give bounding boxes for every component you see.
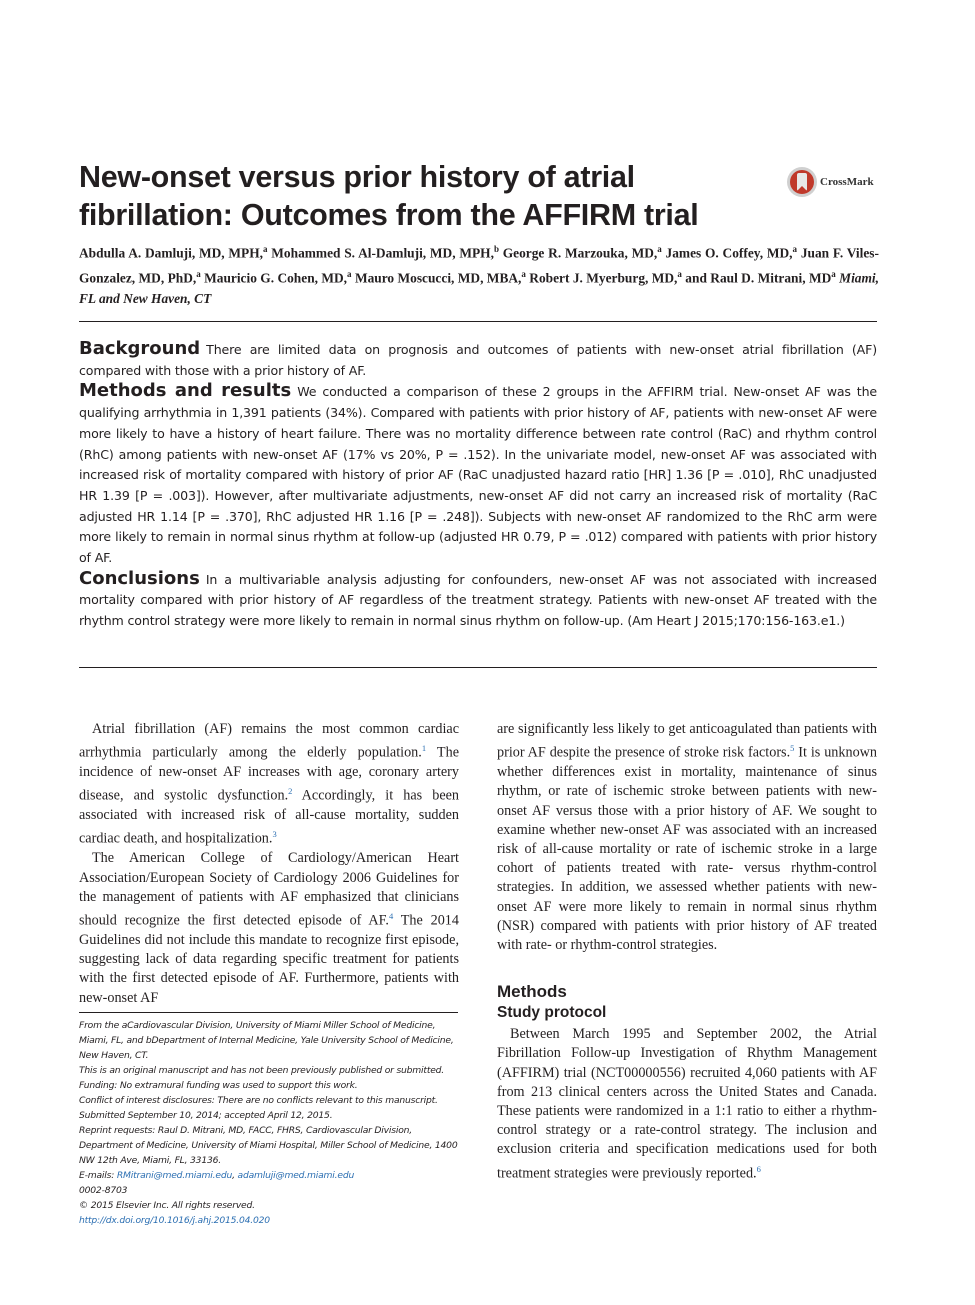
email-link[interactable]: RMitrani@med.miami.edu (116, 1170, 233, 1181)
footnote-reprint: Reprint requests: Raul D. Mitrani, MD, FACC, FHRS, Cardiovascular Division, Department of Medicine, University of Miami Hospital, Miller School of Medicine, 1400 NW 12th Ave, Miami, FL, 33136. (79, 1125, 458, 1166)
affiliation-mark: a (792, 244, 798, 254)
abstract-methods: Methods and results We conducted a comparison of these 2 groups in the AFFIRM trial. New-onset AF was the qualifying arrhythmia in 1,391 patients (34%). Compared with patients with prior history of AF, patients with new-onset AF were more likely to have a history of heart failure. There was no mortality difference between rate control (RaC) and rhythm control (RhC) among patients with new-onset AF (17% vs 20%, P = .152). In the univariate model, new-onset AF was associated with increased risk of mortality compared with history of prior AF (RaC unadjusted hazard ratio [HR] 1.36 [P = .010], RhC unadjusted HR 1.39 [P = .003]). However, after multivariate adjustments, new-onset AF did not carry an increased risk of mortality (RaC adjusted HR 1.14 [P = .370], RhC adjusted HR 1.16 [P = .248]). Subjects with new-onset AF randomized to the RhC arm were more likely to remain in normal sinus rhythm at follow-up (adjusted HR 0.79, P = .012) compared with patients with prior history of AF. (79, 380, 878, 566)
author: Mauro Moscucci, MD, MBA, (354, 270, 522, 286)
abstract-conclusions: Conclusions In a multivariable analysis adjusting for confounders, new-onset AF was not associated with increased mortality compared with prior history of AF regardless of the treatment strategy. Patients with new-onset AF treated with the rhythm control strategy were more likely to remain in normal sinus rhythm on follow-up. (Am Heart J 2015;170:156-163.e1.) (79, 567, 877, 629)
footnote-emails: E-mails: RMitrani@med.miami.edu, adamluji@med.miami.edu (79, 1170, 355, 1181)
doi-link[interactable]: http://dx.doi.org/10.1016/j.ahj.2015.04.020 (79, 1215, 270, 1226)
citation-link[interactable]: 1 (421, 743, 427, 754)
author-location: Miami, FL and New Haven, CT (79, 270, 879, 306)
footnote-affiliations: From the aCardiovascular Division, University of Miami Miller School of Medicine, Miami, FL, and bDepartment of Internal Medicine, Yale University School of Medicine, New Haven, CT. (79, 1020, 454, 1061)
crossmark-badge[interactable] (786, 166, 874, 198)
footnote-divider (79, 1012, 458, 1013)
article-title: New-onset versus prior history of atrial fibrillation: Outcomes from the AFFIRM trial (79, 160, 699, 232)
abstract-heading: Background (79, 338, 201, 359)
footnote-original: This is an original manuscript and has not been previously published or submitted. (79, 1065, 445, 1076)
affiliation-mark: a (196, 268, 201, 279)
footnote-copyright: © 2015 Elsevier Inc. All rights reserved. (79, 1200, 255, 1211)
citation-link[interactable]: 6 (756, 1163, 761, 1174)
divider (79, 321, 877, 322)
crossmark-icon (786, 166, 818, 198)
abstract (79, 339, 877, 632)
citation-link[interactable]: 2 (288, 786, 293, 797)
paragraph: Between March 1995 and September 2002, the Atrial Fibrillation Follow-up Investigation of Rhythm Management (AFFIRM) trial (NCT00000556) recruited 4,060 patients with AF from 213 clinical centers across the United States and Canada. These patients were randomized in a 1:1 ratio to either a rhythm-control strategy or a rate-control strategy. The inclusion and exclusion criteria and specification medications used for both treatment strategies were previously reported.$^6$ (497, 1026, 877, 1182)
abstract-heading: Conclusions (79, 567, 200, 589)
footnote-issn: 0002-8703 (79, 1185, 128, 1196)
citation-link[interactable]: 4 (388, 911, 394, 922)
author-list (79, 239, 879, 309)
footnote-submitted: Submitted September 10, 2014; accepted April 12, 2015. (79, 1110, 333, 1121)
body-column-left (79, 720, 459, 1008)
email-link[interactable]: adamluji@med.miami.edu (237, 1170, 355, 1181)
section-heading: Methods (497, 982, 567, 1002)
citation-link[interactable]: 5 (790, 743, 795, 754)
paragraph: are significantly less likely to get anticoagulated than patients with prior AF despite the presence of stroke risk factors.$^5$ It is unknown whether differences exist in mortality, maintenance of sinus rhythm, or rate of ischemic stroke between patients with new-onset AF versus those with a prior history of AF. We sought to examine whether new-onset AF was associated with an increased risk of all-cause mortality or rate of ischemic stroke in a large cohort of patients treated with rate- versus rhythm-control strategies. In addition, we assessed whether patients with new-onset AF were more likely to remain in normal sinus rhythm (NSR) compared with patients with prior history of AF treated with rate- or rhythm-control strategies. (497, 721, 878, 953)
author: Juan F. Viles-Gonzalez, MD, PhD, (79, 245, 879, 286)
subsection-heading: Study protocol (497, 1004, 607, 1022)
affiliation-mark: a (831, 268, 836, 279)
author: and Raul D. Mitrani, MD (685, 270, 832, 286)
affiliation-mark: a (521, 268, 526, 279)
affiliation-mark: a (263, 244, 268, 254)
abstract-heading: Methods and results (79, 380, 292, 402)
author: Mauricio G. Cohen, MD, (204, 270, 348, 286)
body-column-right (497, 720, 877, 1184)
affiliation-mark: a (677, 268, 682, 279)
paragraph: The American College of Cardiology/American Heart Association/European Society of Cardiology 2006 Guidelines for the management of patients with AF emphasized that clinicians should recognize the first detected episode of AF.$^4$ The 2014 Guidelines did not include this mandate to recognize first episode, suggesting lack of data regarding specific treatment for patients with the first detected episode of AF. Furthermore, patients with new-onset AF (79, 850, 459, 1006)
footnote-conflict: Conflict of interest disclosures: There are no conflicts relevant to this manuscript. (79, 1095, 438, 1106)
author: Mohammed S. Al-Damluji, MD, MPH, (271, 245, 494, 261)
paragraph: Atrial fibrillation (AF) remains the most common cardiac arrhythmia particularly among the elderly population.$^1$ The incidence of new-onset AF increases with age, coronary artery disease, and systolic dysfunction.$^2$ Accordingly, it has been associated with increased risk of all-cause mortality, sudden cardiac death, and hospitalization.$^3$ (79, 721, 460, 848)
affiliation-mark: a (657, 244, 662, 254)
author: George R. Marzouka, MD, (502, 245, 658, 261)
affiliation-mark: b (493, 244, 499, 254)
author: Robert J. Myerburg, MD, (529, 270, 678, 286)
crossmark-label: CrossMark (820, 176, 874, 188)
author: James O. Coffey, MD, (665, 245, 793, 261)
author: Abdulla A. Damluji, MD, MPH, (79, 245, 263, 261)
citation-link[interactable]: 3 (272, 829, 277, 840)
abstract-background: Background There are limited data on prognosis and outcomes of patients with new-onset atrial fibrillation (AF) compared with those with a prior history of AF. (79, 338, 877, 378)
footnotes (79, 1018, 461, 1228)
footnote-funding: Funding: No extramural funding was used to support this work. (79, 1080, 358, 1091)
affiliation-mark: a (347, 268, 352, 279)
divider (79, 667, 877, 668)
